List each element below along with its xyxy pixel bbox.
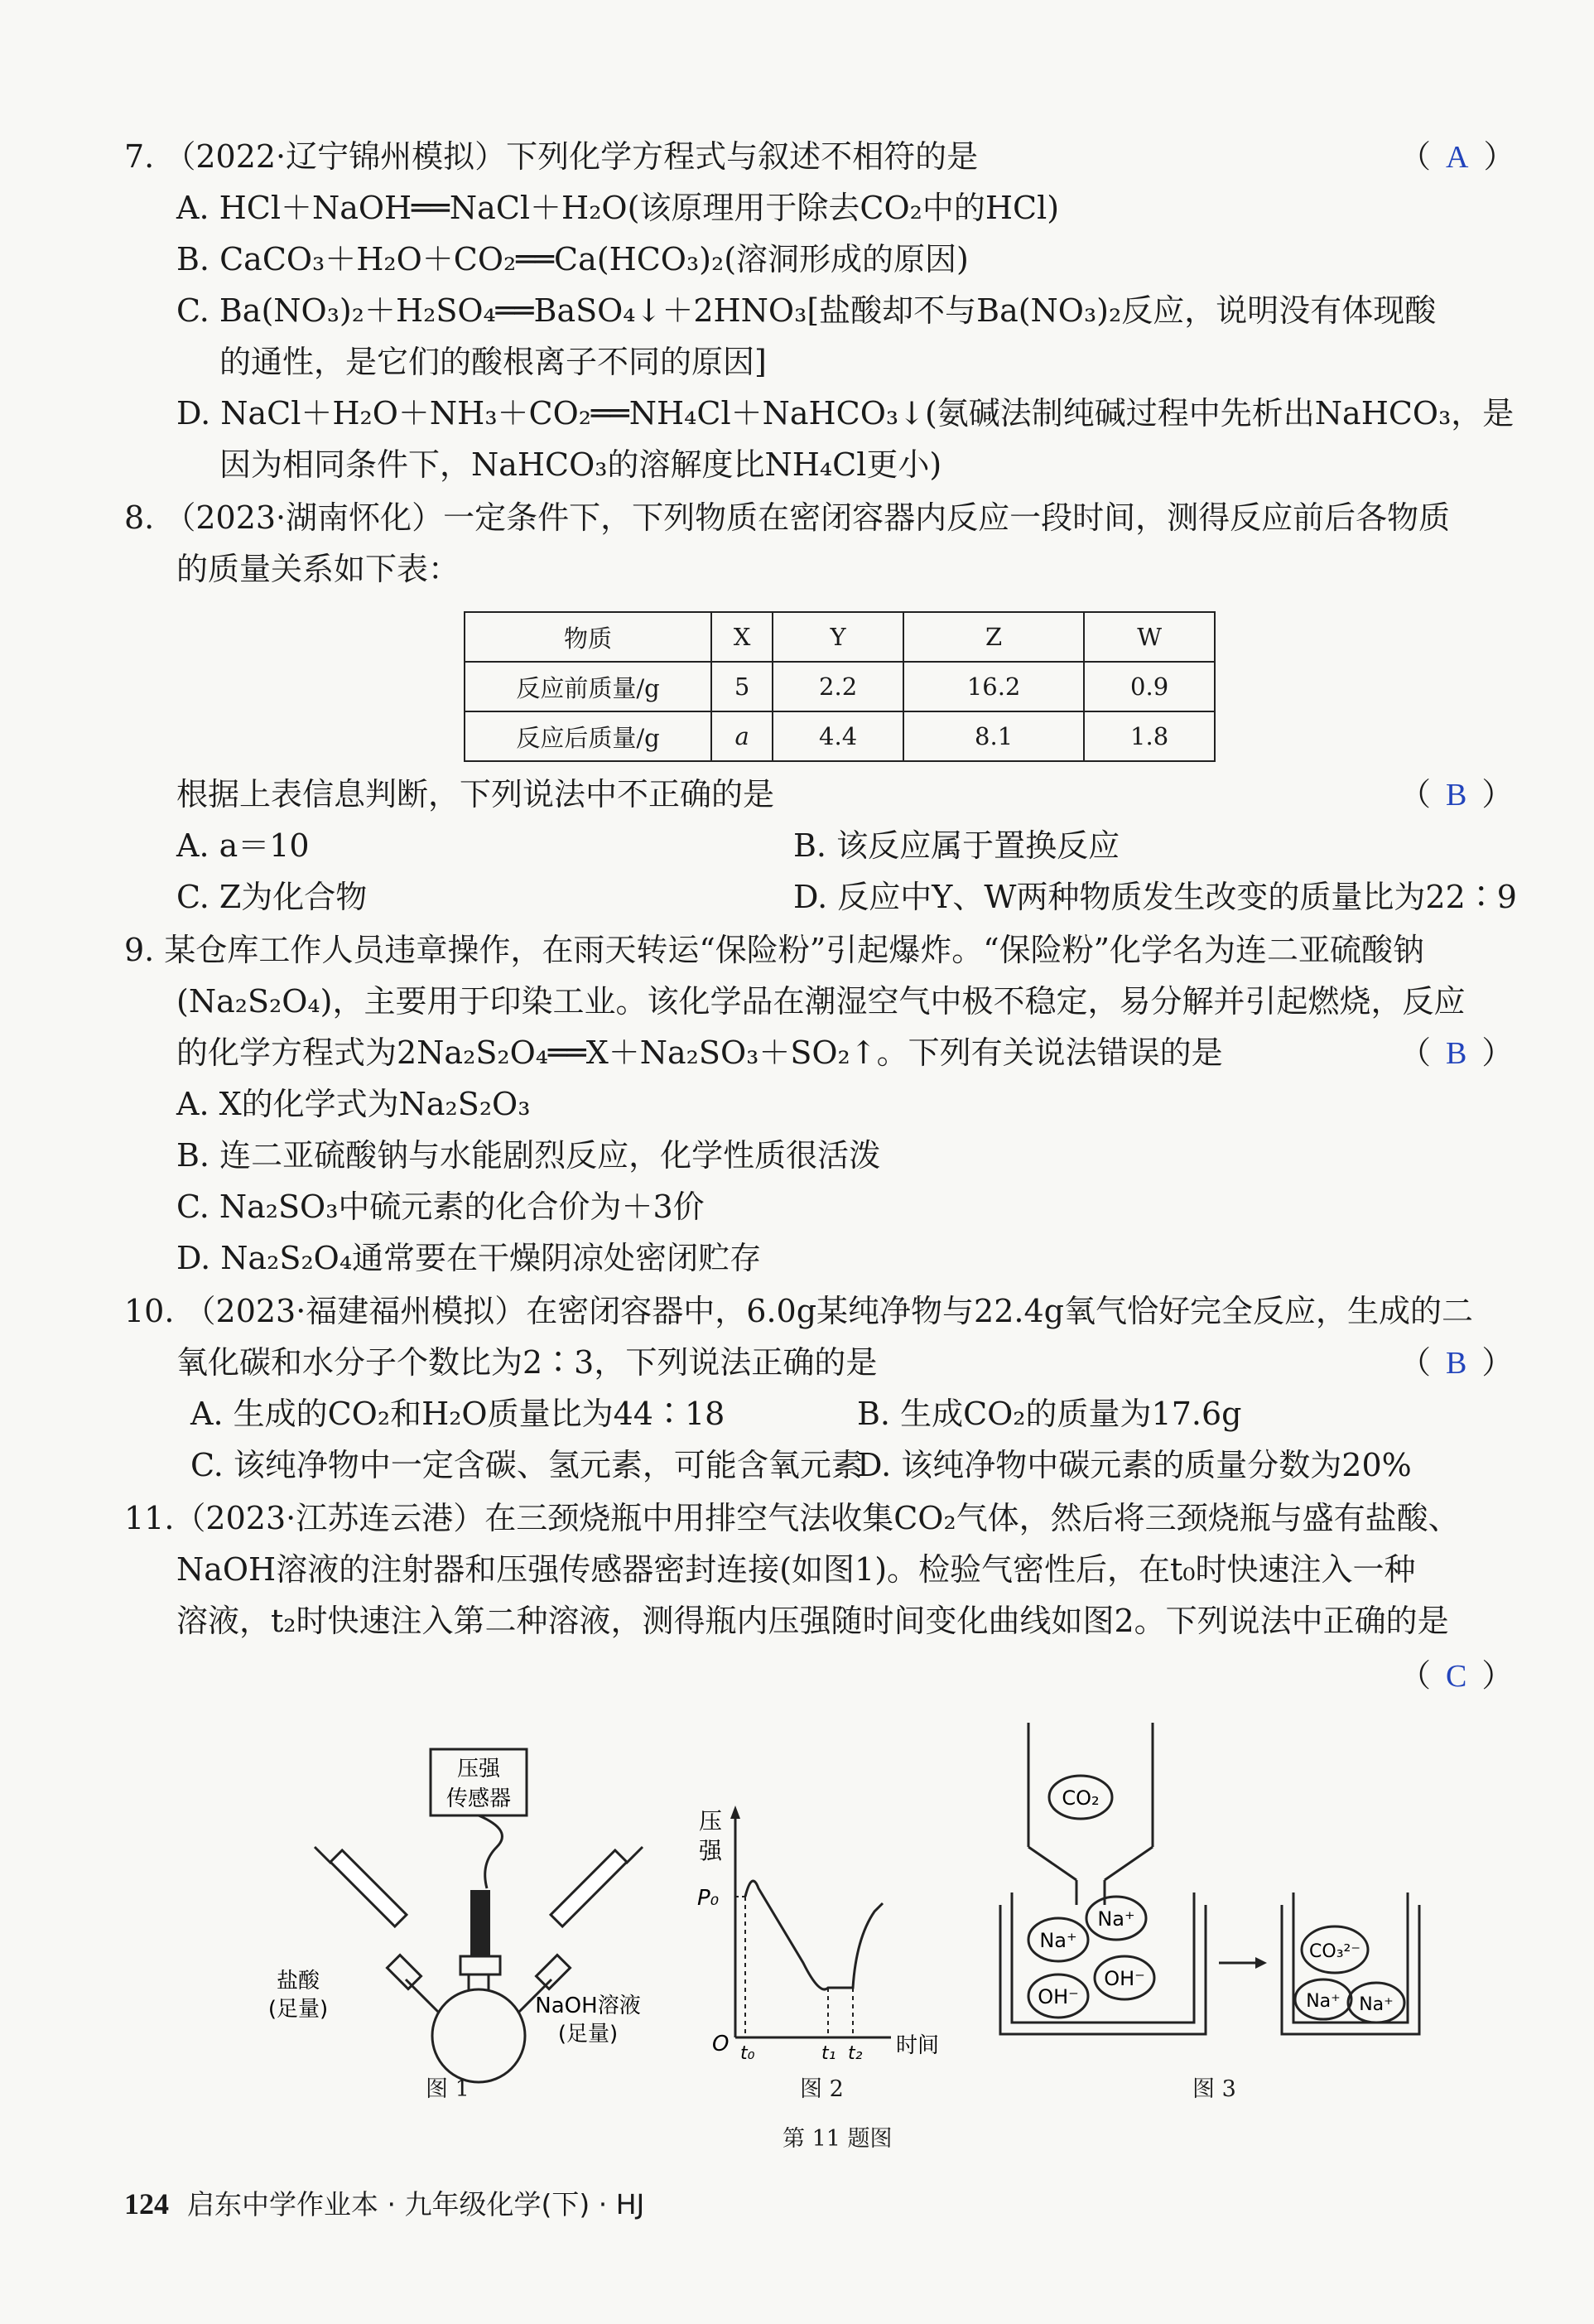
left-syringe xyxy=(330,1850,407,1926)
table-cell: X xyxy=(711,612,773,662)
q7-option-a: A. HCl＋NaOH══NaCl＋H₂O(该原理用于除去CO₂中的HCl) xyxy=(176,190,1060,226)
x-axis-label: 时间 xyxy=(896,2033,940,2058)
q9-stem-line2: (Na₂S₂O₄)，主要用于印染工业。该化学品在潮湿空气中极不稳定，易分解并引起燃烧，反应 xyxy=(176,983,1466,1020)
y-axis-label-2: 强 xyxy=(699,1837,723,1864)
q9-stem-line3: 的化学方程式为2Na₂S₂O₄══X＋Na₂SO₃＋SO₂↑。下列有关说法错误的是 xyxy=(176,1034,1223,1071)
left-neck xyxy=(406,1979,439,2013)
table-cell: 8.1 xyxy=(903,711,1084,761)
q10-option-a: A. 生成的CO₂和H₂O质量比为44∶18 xyxy=(190,1396,725,1432)
left-label-1: 盐酸 xyxy=(276,1969,320,1994)
figure-2-pressure-curve xyxy=(679,1789,952,2062)
ion-na-label: Na⁺ xyxy=(1039,1929,1077,1952)
t2-label: t₂ xyxy=(848,2043,863,2062)
table-row xyxy=(465,711,1215,761)
sensor-label-1: 压强 xyxy=(456,1757,501,1782)
q11-stem-line2: NaOH溶液的注射器和压强传感器密封连接(如图1)。检验气密性后，在t₀时快速注入一种 xyxy=(176,1551,1416,1588)
table-cell: a xyxy=(711,711,773,761)
ion-na-label: Na⁺ xyxy=(1306,1991,1341,2012)
q7-option-c-line1: C. Ba(NO₃)₂＋H₂SO₄══BaSO₄↓＋2HNO₃[盐酸却不与Ba(NO₃)₂反应，说明没有体现酸 xyxy=(176,292,1437,329)
table-cell: 4.4 xyxy=(773,711,903,761)
table-cell: 反应后质量/g xyxy=(465,711,711,761)
right-syringe xyxy=(551,1850,627,1926)
q8-data-table xyxy=(464,611,1216,762)
q10-option-b: B. 生成CO₂的质量为17.6g xyxy=(857,1396,1242,1432)
q8-stem-line1: 8. （2023·湖南怀化）一定条件下，下列物质在密闭容器内反应一段时间，测得反应前后各物质 xyxy=(124,499,1451,536)
page-footer xyxy=(124,2183,644,2222)
table-cell: Y xyxy=(773,612,903,662)
q9-answer: （ B ） xyxy=(1399,1034,1514,1071)
q8-option-d: D. 反应中Y、W两种物质发生改变的质量比为22∶9 xyxy=(793,879,1517,915)
q9-option-d: D. Na₂S₂O₄通常要在干燥阴凉处密闭贮存 xyxy=(176,1240,762,1276)
q10-stem-line1: 10. （2023·福建福州模拟）在密闭容器中，6.0g某纯净物与22.4g氧气恰好完全反应，生成的二 xyxy=(124,1293,1473,1329)
table-cell: W xyxy=(1084,612,1215,662)
q8-answer: （ B ） xyxy=(1399,776,1514,812)
y-axis-label-1: 压 xyxy=(699,1807,723,1835)
figure-1-caption: 图 1 xyxy=(426,2076,470,2102)
q9-option-b: B. 连二亚硫酸钠与水能剧烈反应，化学性质很活泼 xyxy=(176,1137,881,1174)
q8-stem-line2: 的质量关系如下表： xyxy=(176,551,460,587)
q9-stem-line1: 9. 某仓库工作人员违章操作，在雨天转运“保险粉”引起爆炸。“保险粉”化学名为连二亚硫酸钠 xyxy=(124,932,1425,968)
right-label-1: NaOH溶液 xyxy=(535,1994,641,2018)
sensor-cable xyxy=(479,1815,502,1888)
q7-option-b: B. CaCO₃＋H₂O＋CO₂══Ca(HCO₃)₂(溶洞形成的原因) xyxy=(176,241,969,277)
origin-label: O xyxy=(712,2032,730,2056)
q10-option-c: C. 该纯净物中一定含碳、氢元素，可能含氧元素 xyxy=(190,1447,863,1483)
table-cell: 物质 xyxy=(465,612,711,662)
table-cell: 反应前质量/g xyxy=(465,662,711,711)
center-stopper xyxy=(460,1956,500,1974)
q7-option-c-line2: 的通性，是它们的酸根离子不同的原因] xyxy=(219,344,767,380)
q8-option-b: B. 该反应属于置换反应 xyxy=(793,827,1120,864)
left-label-2: (足量) xyxy=(267,1997,329,2022)
q11-answer: （ C ） xyxy=(1399,1657,1514,1694)
sensor-probe xyxy=(470,1890,490,1956)
table-cell: 0.9 xyxy=(1084,662,1215,711)
page-number: 124 xyxy=(124,2187,169,2220)
q8-option-a: A. a＝10 xyxy=(176,827,310,864)
co2-label: CO₂ xyxy=(1062,1786,1100,1810)
table-row xyxy=(465,662,1215,711)
ion-oh-label: OH⁻ xyxy=(1104,1967,1145,1990)
figure-title: 第 11 题图 xyxy=(783,2126,893,2152)
q7-stem: 7. （2022·辽宁锦州模拟）下列化学方程式与叙述不相符的是 xyxy=(124,138,979,175)
ion-co3-label: CO₃²⁻ xyxy=(1309,1941,1360,1962)
table-cell: 2.2 xyxy=(773,662,903,711)
t1-label: t₁ xyxy=(821,2043,836,2062)
q9-option-c: C. Na₂SO₃中硫元素的化合价为＋3价 xyxy=(176,1189,705,1225)
flask-bulb xyxy=(432,1989,525,2082)
t0-label: t₀ xyxy=(740,2043,755,2062)
q10-answer: （ B ） xyxy=(1399,1344,1514,1381)
q8-question: 根据上表信息判断，下列说法中不正确的是 xyxy=(176,776,775,812)
figure-2-caption: 图 2 xyxy=(800,2076,844,2102)
figure-1-apparatus xyxy=(265,1739,654,2087)
pressure-curve xyxy=(745,1881,883,1989)
table-header-row xyxy=(465,612,1215,662)
q8-option-c: C. Z为化合物 xyxy=(176,879,368,915)
q10-stem-line2: 氧化碳和水分子个数比为2∶3，下列说法正确的是 xyxy=(176,1344,878,1381)
q11-stem-line1: 11.（2023·江苏连云港）在三颈烧瓶中用排空气法收集CO₂气体，然后将三颈烧瓶与盛有盐酸、 xyxy=(124,1500,1460,1536)
table-cell: 16.2 xyxy=(903,662,1084,711)
q7-option-d-line2: 因为相同条件下，NaHCO₃的溶解度比NH₄Cl更小) xyxy=(219,446,942,483)
ion-na-label: Na⁺ xyxy=(1097,1907,1135,1931)
q9-option-a: A. X的化学式为Na₂S₂O₃ xyxy=(176,1086,531,1122)
figure-3-caption: 图 3 xyxy=(1192,2076,1236,2102)
table-cell: 1.8 xyxy=(1084,711,1215,761)
table-cell: 5 xyxy=(711,662,773,711)
q10-option-d: D. 该纯净物中碳元素的质量分数为20% xyxy=(857,1447,1412,1483)
ion-na-label: Na⁺ xyxy=(1359,1994,1394,2015)
q7-answer: （ A ） xyxy=(1399,138,1515,175)
book-title: 启东中学作业本 · 九年级化学(下) · HJ xyxy=(187,2188,645,2220)
p0-label: P₀ xyxy=(697,1886,720,1911)
q11-stem-line3: 溶液，t₂时快速注入第二种溶液，测得瓶内压强随时间变化曲线如图2。下列说法中正确的是 xyxy=(176,1603,1449,1639)
table-cell: Z xyxy=(903,612,1084,662)
q7-option-d-line1: D. NaCl＋H₂O＋NH₃＋CO₂══NH₄Cl＋NaHCO₃↓(氨碱法制纯碱过程中先析出NaHCO₃，是 xyxy=(176,395,1515,432)
figure-3-ion-diagram xyxy=(994,1714,1424,2062)
ion-oh-label: OH⁻ xyxy=(1038,1985,1079,2008)
sensor-label-2: 传感器 xyxy=(445,1786,512,1811)
right-label-2: (足量) xyxy=(557,2022,619,2047)
